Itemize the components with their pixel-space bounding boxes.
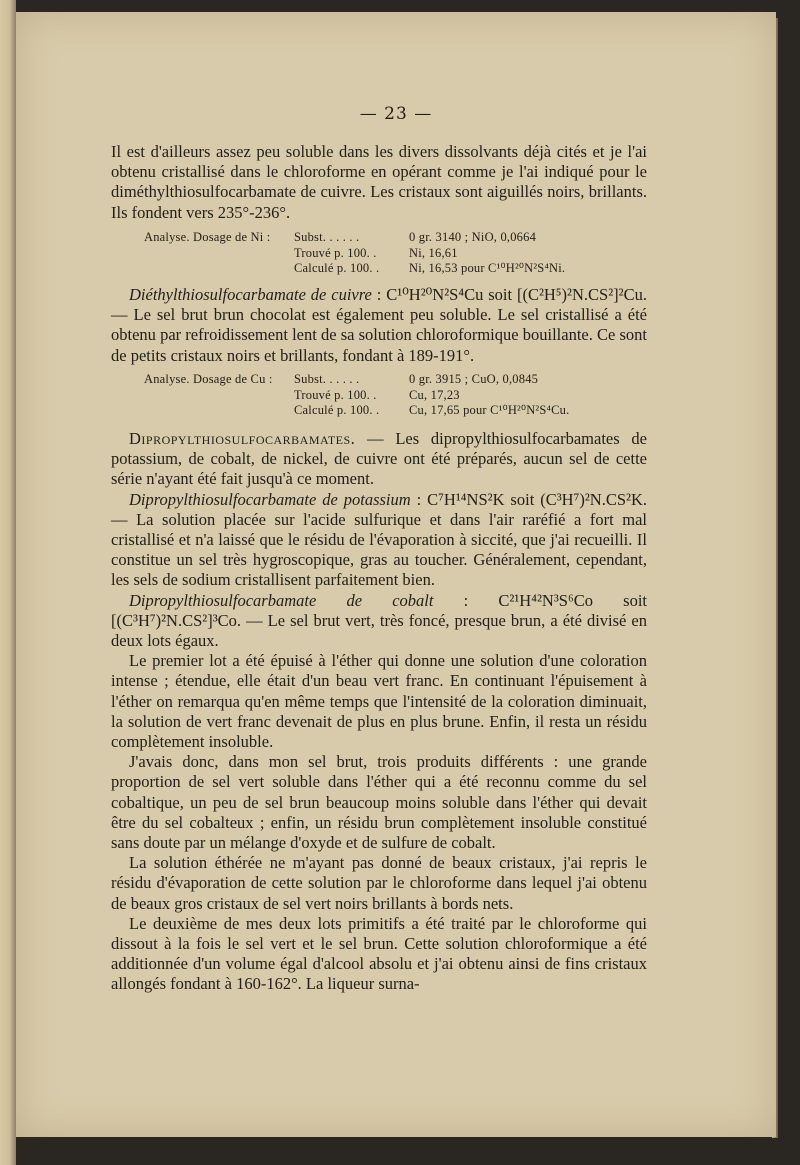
cobalt-title: Dipropylthiosulfocarbamate de cobalt <box>129 590 434 610</box>
potassium-body: — La solution placée sur l'acide sulfurique et dans l'air raréfié a fort mal cristallisé et n'a laissé que le résidu de l'évaporation à siccité, que j'ai recueilli. Il constitue un sel très hygroscopique, gras au toucher. Généralement, cependant, les sels de sodium cristallisent parfaitement bien. <box>111 509 647 590</box>
analysis-value: Ni, 16,53 pour C¹⁰H²⁰N²S⁴Ni. <box>409 261 566 275</box>
cuivre-formula: : C¹⁰H²⁰N²S⁴Cu soit [(C²H⁵)²N.CS²]²Cu. <box>371 285 647 304</box>
analysis-key: Trouvé p. 100. . <box>294 387 377 402</box>
analysis-value: Ni, 16,61 <box>409 245 458 260</box>
analysis-nickel <box>144 230 664 277</box>
cobalt-body: — Le sel brut vert, très foncé, presque brun, a été divisé en deux lots égaux. <box>111 610 647 651</box>
analysis-key: Subst. . . . . . <box>294 372 360 386</box>
paragraph-intro <box>111 142 647 223</box>
analysis-value: 0 gr. 3915 ; CuO, 0,0845 <box>409 372 539 386</box>
analysis-label: Analyse. Dosage de Cu : <box>144 372 273 386</box>
paragraph-cuivre <box>111 285 647 366</box>
analysis-cuivre <box>144 372 664 419</box>
javais-paragraph: J'avais donc, dans mon sel brut, trois produits différents : une grande proportion de sel vert soluble dans l'éther qui a été reconnu comme du sel cobaltique, un peu de sel brun beaucoup moins soluble dans l'éther qui devait être du sel cobalteux ; enfin, un résidu brun complètement insoluble constitué sans doute par un mélange d'oxyde et de sulfure de cobalt. <box>111 752 647 853</box>
dipropyl-body: — Les dipropylthiosulfocarbamates de potassium, de cobalt, de nickel, de cuivre ont été préparés, aucun sel de cette série n'ayant été fait jusqu'à ce moment. <box>111 429 647 489</box>
analysis-row <box>144 246 664 262</box>
cobalt-formula: : C²¹H⁴²N³S⁶Co soit [(C³H⁷)²N.CS²]³Co. <box>111 590 647 630</box>
dipropyl-paragraph <box>111 429 647 490</box>
analysis-label: Analyse. Dosage de Ni : <box>144 230 271 244</box>
analysis-row <box>144 230 664 246</box>
cuivre-title: Diéthylthiosulfocarbamate de cuivre <box>129 285 372 304</box>
analysis-key: Calculé p. 100. . <box>294 261 380 275</box>
deuxieme-paragraph: Le deuxième de mes deux lots primitifs a été traité par le chloroforme qui dissout à la fois le sel vert et le sel brun. Cette solution chloroformique a été additionnée d'un volume égal d'alcool absolu et j'ai obtenu ainsi de fins cristaux allongés fondant à 160-162°. La liqueur surna- <box>111 913 647 994</box>
book-page <box>16 12 776 1137</box>
analysis-value: Cu, 17,65 pour C¹⁰H²⁰N²S⁴Cu. <box>409 403 570 417</box>
potassium-formula: : C⁷H¹⁴NS²K soit (C³H⁷)²N.CS²K. <box>410 489 647 509</box>
cobalt-paragraph <box>111 591 647 652</box>
cuivre-body: — Le sel brut brun chocolat est également peu soluble. Le sel cristallisé a été obtenu par refroidissement lent de sa solution chloroformique bouillante. Ce sont de petits cristaux noirs et brillants, fondant à 189-191°. <box>111 305 647 365</box>
cuivre-text <box>111 285 647 366</box>
analysis-row <box>144 388 664 404</box>
analysis-key: Subst. . . . . . <box>294 230 360 244</box>
main-body <box>111 429 647 995</box>
analysis-value: 0 gr. 3140 ; NiO, 0,0664 <box>409 230 537 244</box>
analysis-key: Trouvé p. 100. . <box>294 245 377 260</box>
potassium-title: Dipropylthiosulfocarbamate de potassium <box>129 489 411 509</box>
solution-paragraph: La solution éthérée ne m'ayant pas donné de beaux cristaux, j'ai repris le résidu d'évaporation de cette solution par le chloroforme dans lequel j'ai obtenu de beaux gros cristaux de sel vert noirs brillants à bords nets. <box>111 853 647 913</box>
previous-page-edge <box>0 0 16 1165</box>
section-heading: Dipropylthiosulfocarbamates. <box>129 429 356 448</box>
intro-text: Il est d'ailleurs assez peu soluble dans les divers dissolvants déjà cités et je l'ai obtenu cristallisé dans le chloroforme en opérant comme je l'ai indiqué pour le diméthylthiosulfocarbamate de cuivre. Les cristaux sont aiguillés noirs, brillants. Ils fondent vers 235°-236°. <box>111 142 647 222</box>
potassium-paragraph <box>111 490 647 591</box>
analysis-row <box>144 372 664 388</box>
analysis-key: Calculé p. 100. . <box>294 403 380 417</box>
analysis-row <box>144 261 664 277</box>
page-number: — 23 — <box>359 104 433 124</box>
analysis-row <box>144 403 664 419</box>
premier-paragraph: Le premier lot a été épuisé à l'éther qui donne une solution d'une coloration intense ; étendue, elle était d'un beau vert franc. En continuant l'épuisement à l'éther on remarqua qu'en même temps que l'intensité de la coloration diminuait, la solution de vert franc devenait de plus en plus brune. Enfin, il resta un résidu complètement insoluble. <box>111 651 647 752</box>
analysis-value: Cu, 17,23 <box>409 387 460 402</box>
